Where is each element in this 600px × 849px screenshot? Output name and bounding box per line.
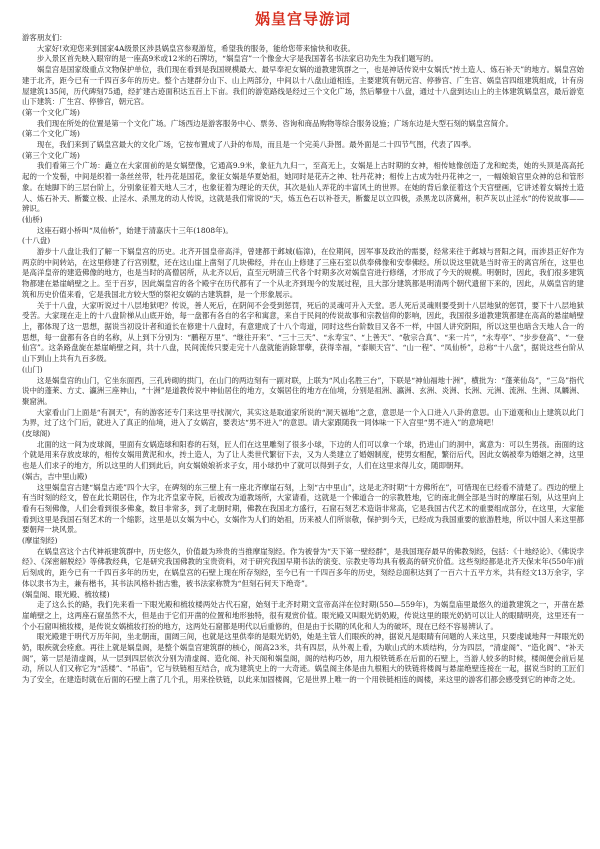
section-heading: (摩崖刻经) xyxy=(22,536,58,546)
section-heading: (山门) xyxy=(22,364,43,374)
paragraph: 大家好!欢迎您来到国家4A级景区涉县娲皇宫参观游览，希望我的服务，能给您带来愉快和收获。 xyxy=(36,43,355,53)
document-page xyxy=(22,8,584,686)
paragraph: 这是娲皇宫的山门，它坐东面西，三孔砖砌的拱门，在山门的两边刻有一副对联，上联为“风山名胜三台”，下联是“神仙福地十洲”，横批为：“蓬莱仙岛”，“三岛”指代说中的蓬莱、方丈、瀛洲三座神山，“十洲”是道教传说中神仙居住的地方，女娲居住的地方在仙境，分别是祖洲、瀛洲、玄洲、炎洲、长洲、元洲、流洲、生洲、凤麟洲、聚窟洲。 xyxy=(22,375,584,406)
paragraph: 大家看山门上面是“有洞天”，有的游客还专门来这里寻找洞穴，其实这是取道家所说的“洞天福地”之意，意思是一个入口进入八卦的意思。山下道观和山上建筑以此门为界，过了这个门后，就进入了真正的仙境，进入了女娲宫，要表达“男不进入”的意思。请大家跟随我一同体味一下入宫里“男不进入”的意境吧！ xyxy=(22,407,584,428)
paragraph: 步入景区首先映入眼帘的是一座高9米或12米的石牌坊，“娲皇宫”一个像金大字是我国著名书法家启功先生为我们题写的。 xyxy=(36,54,439,64)
paragraph: 娲皇宫是国家级重点文物保护单位，我们现在看到是我国规模最大、最早奉祀女娲的道教建筑群之一，也是神话传说中女娲氏“抟土造人、炼石补天”的地方。娲皇宫始建于北齐，距今已有一千四百多年的历史。整个古建群分山下、山上两部分，中间以十八盘山道相连，主要建筑有朝元宫、停骖宫、广生宫、娲皇宫四组建筑组成，计有房屋建筑135间，历代碑刻75通，经扩建古迹面积达五百上下亩。我们的游览路线是经过三个文化广场，然后攀登十八盘，通过十八盘到达山上的主体建筑娲皇宫，最后游览山下建筑：广生宫、停骖宫，朝元宫。 xyxy=(22,65,584,107)
paragraph: 眼光殿建于明代万历年间，坐北朝南，面阔三间，也就是这里供奉的是眼光奶奶，她是主管人们眼疾的神，据说凡是眼睛有问题的人来这里，只要虔诚地拜一拜眼光奶奶，眼疾就会痊愈。再往上就是娲皇阁，是整个娲皇宫建筑群的核心，阁高23米，共有四层，从外观上看，为歇山式的木质结构，分为四层，“清虚阁”、“造化阁”、“补天阁”，第一层是清虚阁，从一层到四层依次分别为清虚阁、造化阁、补天阁和娲皇阁，阁的结构巧妙，用九根铁链系在后面的石壁上，当游人较多的时候，楼阁便会前后晃动，所以人们又称它为“活楼”、“吊庙”，它与铁链相互结合，成为建筑史上的一大奇迹。娲皇阁主体是由九根粗大的铁链将楼阁与悬崖绝壁连接在一起，据说当时的工匠们为了安全，在建造时就在后面的石壁上凿了几个孔，用来拴铁链，以此来加固楼阁，它是世界上唯一的一个用铁链相连的阁楼，来这里的游客们都会感受到它的神奇之处。 xyxy=(22,632,584,685)
paragraph: 现在，我们来到了娲皇宫最大的文化广场，它按布置成了八卦的布局，而且是一个完美八卦图。最外面是二十四节气图，代表了四季。 xyxy=(36,140,476,150)
paragraph: 我们现在所处的位置是第一个文化广场。广场西边是游客服务中心、票务、咨询和商品购物等综合服务设施；广场东边是大型石刻的娲皇宫简介。 xyxy=(36,118,513,128)
section-heading: (第一个文化广场) xyxy=(22,107,80,117)
document-body xyxy=(22,33,584,686)
paragraph: 游步十八盘让我们了解一下娲皇宫的历史。北齐开国皇帝高洋，曾建都于邺城(临漳)，在位期间，因军事及政治的需要，经常来往于邺城与晋阳之间，而涉县正好作为两京的中间转站，在这里修建了行宫别墅，还在这山崖上凿刻了几块佛经，并在山上修建了三座石室以供奉佛像和安奉佛经。所以说这里就是当时帝王的离宫所在，这里也是高洋皇帝的建造佛像的地方，也是当时的高僧居所，从北齐以后，直至元明清三代各个时期多次对娲皇宫进行修缮，才形成了今天的规模。明朝时，因此，我们很多建筑物都建在悬崖峭壁之上。至于百岁，因此娲皇宫的各个殿宇在历代都有了一个从北齐到现今的发展过程，且大部分建筑都是明清两个朝代遗留下来的，因此，从娲皇宫的建筑和历史价值来看，它是我国北方较大型的祭祀女娲的古建筑群，是一个形象展示。 xyxy=(22,247,584,299)
section-heading: (娲古，吉中里山殿) xyxy=(22,471,88,481)
paragraph: 在娲皇宫这个古代神祇建筑群中，历史悠久，价值最为珍贵的当推摩崖刻经。作为被誉为“天下第一壁经群”，是我国现存最早的佛教刻经，包括：《十地经论》、《佛说孛经》、《深密解脱经》等佛教经典，它是研究我国佛教的宝贵资料，对于研究我国早期书法的演变、宗教史等均具有极高的研究价值。这些刻经都是北齐天保末年(550年)前后刻成的，距今已有一千四百多年的历史，在娲皇宫的石壁上现在所存刻经，至今已有一千四百多年的历史，刻经总面积达到了一百六十五平方米，共有经文13万余字，字体以隶书为主，兼有楷书，其书法风格朴拙古雅，被书法家称赞为“但刻石何天下绝奇”。 xyxy=(22,546,584,588)
section-heading: (第二个文化广场) xyxy=(22,129,80,139)
paragraph: 这里娲皇宫古建“娲皇古迹”四个大字，在碑刻的东三壁上有一座北齐摩崖石刻，上刻“古中里山”，这是北齐时期“十方佛所在”，可惜现在已经看不清楚了。西边的壁上有当时刻的经文，曾在此长期居住，作为北齐皇家寺院，后被改为道教场所，大家请看，这就是一个佛道合一的宗教胜地，它的南北侧全部是当时的摩崖石刻，从这里向上看有石刻佛像，人们会看到很多佛龛，数目非常多，到了北朝时期，佛教在我国北方盛行，石窟石刻艺术造诣非常高，它是我国古代艺术的重要组成部分，在这里，大家能看到这里是我国石刻艺术的一个缩影，这里是以女娲为中心，女娲作为人们的始祖，历来被人们所崇敬，保护到今天，已经成为我国重要的旅游胜地，所以中国人来这里都要朝拜一块风景。 xyxy=(22,482,584,535)
section-heading: (仙桥) xyxy=(22,214,43,224)
paragraph: 游客朋友们： xyxy=(22,33,67,42)
paragraph: 北面的这一间为皮球阁，里面有女娲造球和阳春的石刻，匠人们在这里雕刻了很多小球，下边的人们可以拿一个球，扔进山门的洞中，寓意为：可以生男孩。南面的这个就是用来存放皮球的，相传女娲用黄泥和水，抟土造人，为了让人类世代繁衍下去，又为人类建立了婚姻制度，使男女相配，繁衍后代，因此女娲被奉为婚姻之神，这里也是人们求子的地方，所以这里的人们到此后，向女娲娘娘祈求子女，用小球扔中了就可以得到子女，人们在这里求得儿女，随即朝拜。 xyxy=(22,439,584,471)
section-heading: (第三个文化广场) xyxy=(22,150,80,160)
page-title: 娲皇宫导游词 xyxy=(254,10,351,28)
section-heading: (十八盘) xyxy=(22,236,51,246)
paragraph: 我们看第三个广场：矗立在大家面前的是女娲塑像，它通高9.9米，象征九九归一，至高无上，女娲是上古时期的女神，相传她像创造了龙和蛇类，她的头顶是高高托起的一个发髻，中间是织着一条丝丝带，牡丹花是国花，象征女娲是华夏始祖，她同时是花卉之神、牡丹花神；相传上古成为牡丹花神之一，一幅娘娘宫里众神的总和管形象。在她脚下的三层台阶上，分别象征着天地人三才，也象征着为理论的天伏，其次是仙人弄花的丰富风土的世界。在她的背后象征着这个天宫壁画，它讲述着女娲抟土造人、炼石补天、断鳌立极、止淫水、杀黑龙的动人传说，这就是我们常说的“天，炼五色石以补苍天，断鳌足以立四极，杀黑龙以济冀州，积芦灰以止淫水”的传说故事——辨识。 xyxy=(22,161,584,214)
section-heading: (娲皇阁、眼光殿、梳妆楼) xyxy=(22,589,110,599)
paragraph: 走了这么长的路，我们先来看一下眼光殿和梳妆楼两处古代石窟，始刻于北齐时期文宣帝高洋在位时期(550—559年)，为娲皇庙里最悠久的道教建筑之一，开凿在悬崖峭壁之上，这两座石窟虽然不大，但是由于它们开凿的位置和地形独特，很有观赏价值。眼光殿又叫眼光奶奶殿，传说这里的眼光奶奶可以让人的眼睛明亮，这里还有一个小石窟叫梳妆楼，是传说女娲梳妆打扮的地方，这两处石窟都是明代以后重修的，但是由于长期的风化和人为的破坏，现在已经不容易辨认了。 xyxy=(22,600,584,631)
paragraph: 关于十八盘，大家听说过十八层地狱吧？传说，善人死后，在阴间不会受到惩罚，死后的灵魂可升入天堂。恶人死后灵魂则要受到十八层地狱的惩罚，要下十八层地狱受苦。大家现在走上的十八盘阶梯从山底开始，每一盘都有各自的名字和寓意，来自于民间的传说故事和宗教信仰的影响，因此，我国很多道教建筑都建在高高的悬崖峭壁上，都体现了这一思想，据说当初设计者和道长在修建十八盘时，有意建成了十八个弯道，同时这些台阶数目又各不一样，中国人讲究阴阳，所以这里也暗含天地人合一的思想，每一盘都有各自的名称，从上到下分别为：“鹏程万里”、“继往开来”、“三十三天”、“永寿宝”、“上善天”、“敬宗合真”、“来一片”，“永寿亭”、“步步登高”、“一登仙宫”。这条路盘旋在悬崖峭壁之间，共十八盘，民间流传只要走完十八盘就能消除罪孽，获得幸福，“泰顺天宫”、“山一程”、“凤仙桥”，总称“十八盘”，据说这些台阶从山下到山上共有九百多级。 xyxy=(22,300,584,364)
section-heading: (皮球阁) xyxy=(22,429,51,439)
paragraph: 这座石砌小桥叫“凤仙桥”，始建于清嘉庆十三年(1808年)。 xyxy=(36,225,233,235)
